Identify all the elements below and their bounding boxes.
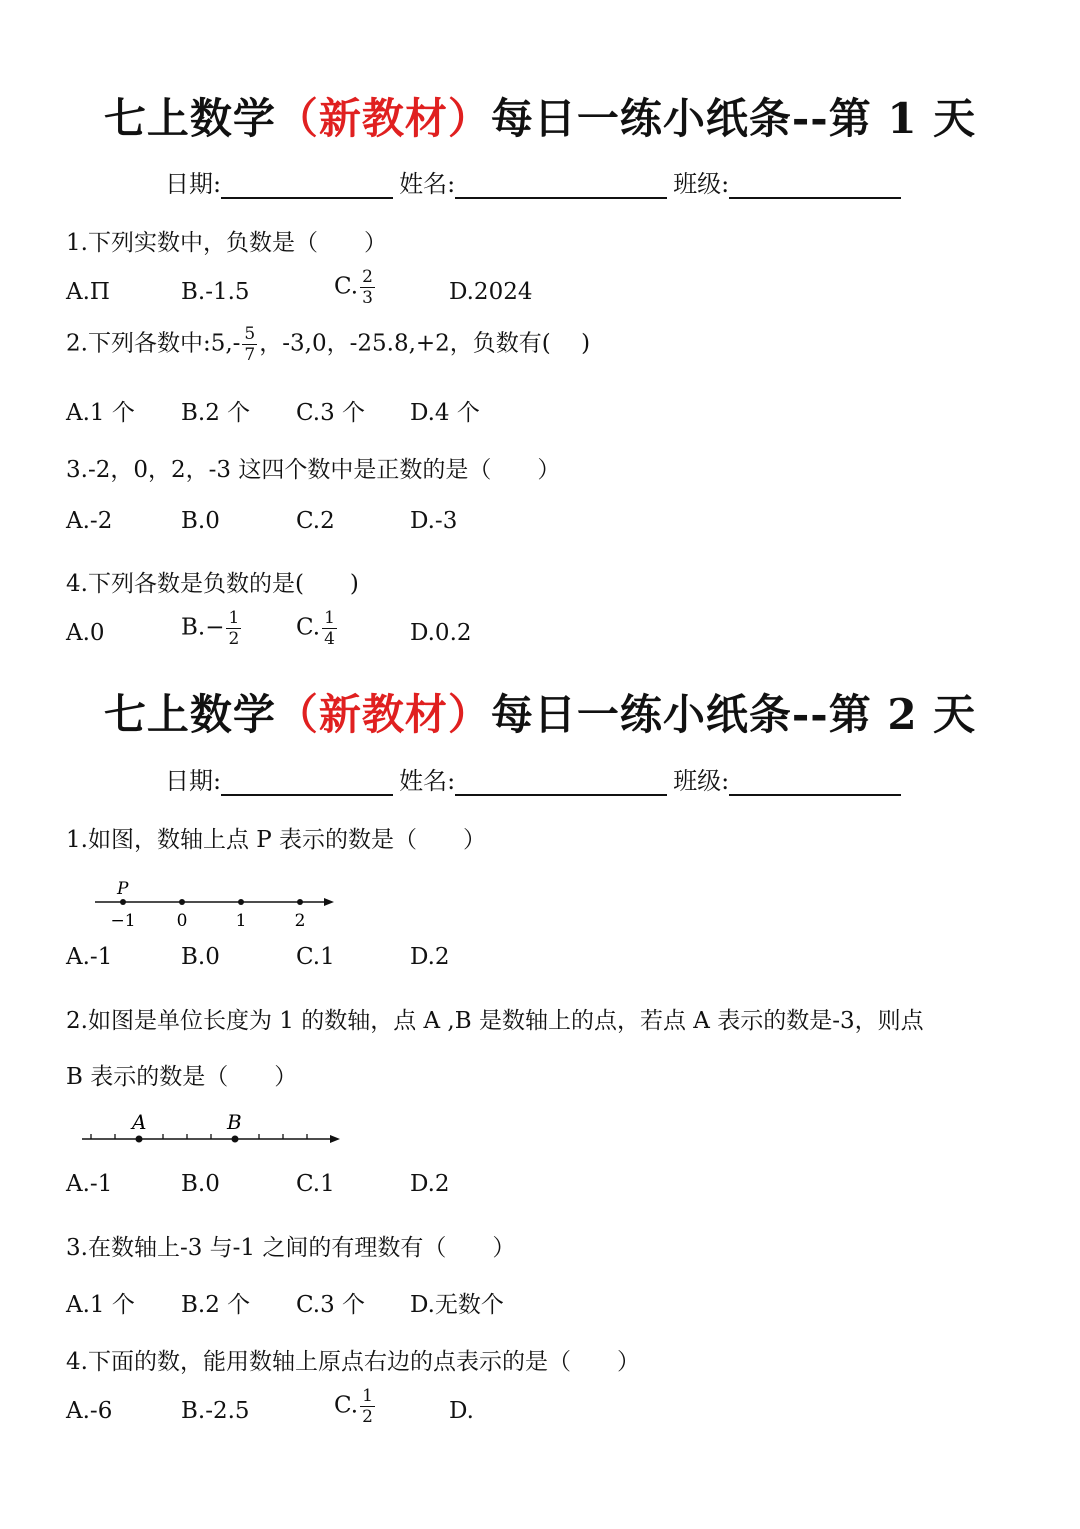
axis-dot-2 xyxy=(297,899,303,905)
day2-name-label: 姓名: xyxy=(399,767,456,795)
day1-q2-option-d[interactable]: D.4 个 xyxy=(410,400,480,426)
day2-class-label: 班级: xyxy=(673,767,730,795)
day2-date-label: 日期: xyxy=(165,767,222,795)
day1-date-field[interactable] xyxy=(221,175,393,199)
day1-q2-option-b[interactable]: B.2 个 xyxy=(181,400,251,426)
axis-dot-1 xyxy=(238,899,244,905)
axis-dot-0 xyxy=(179,899,185,905)
day2-q3-option-a[interactable]: A.1 个 xyxy=(66,1292,135,1318)
day2-q2-option-a[interactable]: A.-1 xyxy=(66,1171,113,1197)
fraction-numerator: 5 xyxy=(244,324,256,344)
day2-q1-option-d[interactable]: D.2 xyxy=(410,944,450,970)
day2-q1-option-b[interactable]: B.0 xyxy=(181,944,220,970)
day2-q2-number-line xyxy=(80,1104,350,1154)
day2-q1-option-c[interactable]: C.1 xyxy=(296,944,335,970)
day2-q4-option-c-prefix: C. xyxy=(334,1392,359,1419)
day1-q4-text: 4.下列各数是负数的是( ) xyxy=(66,571,359,597)
axis-label-2: 2 xyxy=(294,911,306,931)
day1-q1-text: 1.下列实数中，负数是（ ） xyxy=(66,230,387,256)
fraction-denominator: 2 xyxy=(228,629,240,649)
fraction-denominator: 3 xyxy=(362,288,373,308)
fraction-numerator: 1 xyxy=(228,608,240,628)
day2-title xyxy=(0,682,1080,742)
axis-point-b-label: B xyxy=(227,1110,242,1134)
axis-arrow xyxy=(324,898,334,906)
day2-q4-option-b[interactable]: B.-2.5 xyxy=(181,1398,250,1424)
day1-q4-option-c-fraction xyxy=(322,608,337,649)
day2-q3-option-c[interactable]: C.3 个 xyxy=(296,1292,366,1318)
day1-q2-text-a: 2.下列各数中:5,- xyxy=(66,330,241,357)
day2-q3-option-d[interactable]: D.无数个 xyxy=(410,1292,504,1318)
day1-q4-option-c[interactable] xyxy=(296,608,339,649)
day1-q1-option-c[interactable] xyxy=(334,267,377,308)
fraction-denominator: 4 xyxy=(324,629,335,649)
day2-q4-text: 4.下面的数，能用数轴上原点右边的点表示的是（ ） xyxy=(66,1349,640,1375)
day1-q1-option-a[interactable]: A.Π xyxy=(66,279,110,305)
day2-q2-option-b[interactable]: B.0 xyxy=(181,1171,220,1197)
day2-title-prefix: 七上数学 xyxy=(103,690,276,739)
axis-label-0: 0 xyxy=(176,911,188,931)
day2-name-field[interactable] xyxy=(455,772,667,796)
day1-title-prefix: 七上数学 xyxy=(103,94,276,143)
day1-info-row xyxy=(165,164,907,199)
day1-class-label: 班级: xyxy=(673,170,730,198)
day2-q2-option-c[interactable]: C.1 xyxy=(296,1171,335,1197)
day1-title-suffix: 每日一练小纸条--第 1 天 xyxy=(490,94,977,143)
day2-q3-option-b[interactable]: B.2 个 xyxy=(181,1292,251,1318)
day1-q2-option-c[interactable]: C.3 个 xyxy=(296,400,366,426)
day1-q1-option-c-fraction xyxy=(360,267,375,308)
day1-class-field[interactable] xyxy=(729,175,901,199)
day2-info-row xyxy=(165,761,907,796)
day1-date-label: 日期: xyxy=(165,170,222,198)
day1-q1-option-d[interactable]: D.2024 xyxy=(449,279,533,305)
day2-date-field[interactable] xyxy=(221,772,393,796)
axis-point-b-dot xyxy=(232,1136,239,1143)
axis-dot-neg1 xyxy=(120,899,126,905)
axis-point-a-label: A xyxy=(132,1110,147,1134)
day1-q4-option-b[interactable] xyxy=(181,608,243,649)
day1-q1-option-b[interactable]: B.-1.5 xyxy=(181,279,250,305)
day1-q3-option-c[interactable]: C.2 xyxy=(296,508,335,534)
day1-name-label: 姓名: xyxy=(399,170,456,198)
day1-q4-option-c-prefix: C. xyxy=(296,614,321,641)
day2-q4-option-c-fraction xyxy=(360,1386,375,1427)
day2-q3-text: 3.在数轴上-3 与-1 之间的有理数有（ ） xyxy=(66,1235,516,1261)
day1-q3-option-d[interactable]: D.-3 xyxy=(410,508,458,534)
day1-q4-option-b-fraction xyxy=(226,608,241,649)
day1-title xyxy=(0,86,1080,146)
day1-q1-option-c-prefix: C. xyxy=(334,273,359,300)
day1-q2-text-b: ，-3,0，-25.8,+2，负数有( ) xyxy=(259,330,591,357)
day1-name-field[interactable] xyxy=(455,175,667,199)
axis-label-1: 1 xyxy=(235,911,247,931)
axis-point-p: P xyxy=(117,879,129,899)
day2-title-suffix: 每日一练小纸条--第 2 天 xyxy=(490,690,977,739)
day1-q3-text: 3.-2，0，2，-3 这四个数中是正数的是（ ） xyxy=(66,457,561,483)
day2-q1-number-line xyxy=(90,874,340,934)
day2-q1-text: 1.如图，数轴上点 P 表示的数是（ ） xyxy=(66,827,487,853)
day1-q3-option-b[interactable]: B.0 xyxy=(181,508,220,534)
day2-q4-option-d[interactable]: D. xyxy=(449,1398,474,1424)
day2-q2-option-d[interactable]: D.2 xyxy=(410,1171,450,1197)
fraction-denominator: 7 xyxy=(244,345,256,365)
day2-q2-text-line2: B 表示的数是（ ） xyxy=(66,1064,298,1090)
fraction-denominator: 2 xyxy=(362,1407,373,1427)
day2-q1-option-a[interactable]: A.-1 xyxy=(66,944,113,970)
day1-q2-text xyxy=(66,324,590,365)
fraction-numerator: 2 xyxy=(362,267,373,287)
day1-q3-option-a[interactable]: A.-2 xyxy=(66,508,113,534)
day1-q2-option-a[interactable]: A.1 个 xyxy=(66,400,135,426)
day1-title-red: （新教材） xyxy=(275,94,491,143)
day2-q4-option-a[interactable]: A.-6 xyxy=(66,1398,113,1424)
axis-point-a-dot xyxy=(136,1136,143,1143)
day1-q4-option-b-prefix: B.− xyxy=(181,614,225,641)
axis-arrow xyxy=(330,1135,340,1143)
day1-q4-option-d[interactable]: D.0.2 xyxy=(410,620,472,646)
day1-q2-fraction xyxy=(242,324,257,365)
day2-class-field[interactable] xyxy=(729,772,901,796)
fraction-numerator: 1 xyxy=(362,1386,373,1406)
day2-title-red: （新教材） xyxy=(275,690,491,739)
fraction-numerator: 1 xyxy=(324,608,335,628)
day1-q4-option-a[interactable]: A.0 xyxy=(66,620,105,646)
day2-q4-option-c[interactable] xyxy=(334,1386,377,1427)
axis-label-neg1: −1 xyxy=(110,911,136,931)
day2-q2-text-line1: 2.如图是单位长度为 1 的数轴，点 A ,B 是数轴上的点，若点 A 表示的数是-3，则点 xyxy=(66,1008,924,1034)
